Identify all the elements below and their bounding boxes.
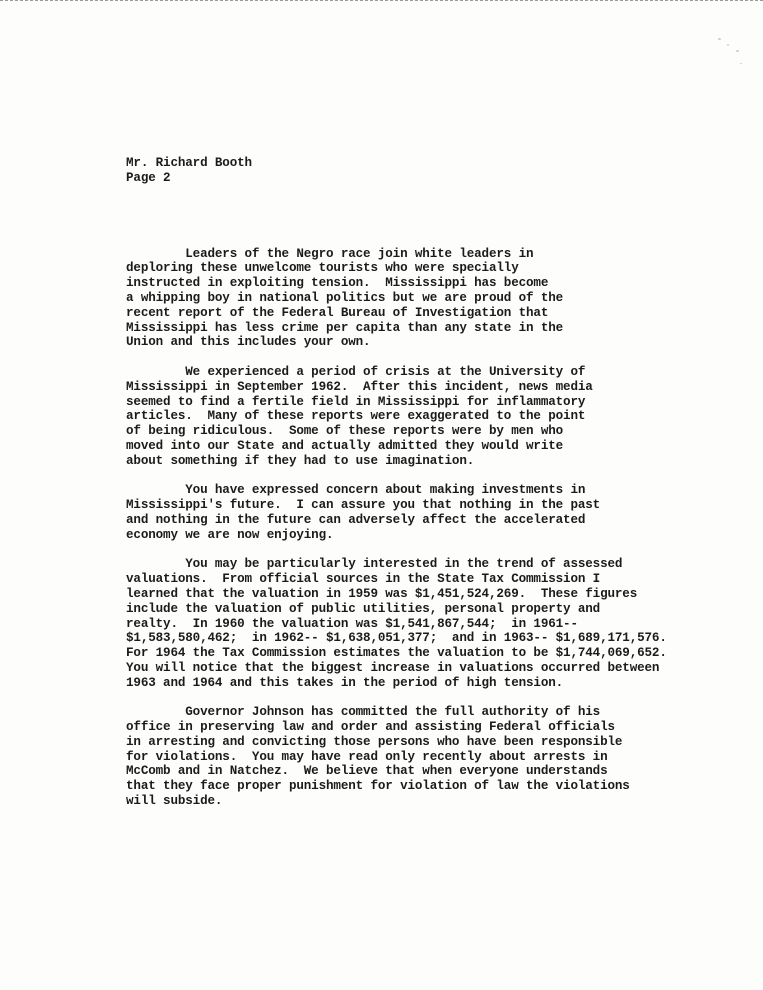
scan-artifact xyxy=(718,38,721,40)
scan-artifact xyxy=(740,63,742,64)
scan-artifact xyxy=(727,44,729,46)
paragraph-assessed-valuations: You may be particularly interested in the trend of assessed valuations. From official sources in the State Tax Commission I learned that the valuation in 1959 was $1,451,524,269. These figures include the valuation of public utilities, personal property and realty. In 1960 the valuation was $1,541,867,544; in 1961-- $1,583,580,462; in 1962-- $1,638,051,377; and in 1963-- $1,689,171,576. For 1964 the Tax Commission estimates the valuation to be $1,744,069,652. You will notice that the biggest increase in valuations occurred between 1963 and 1964 and this takes in the period of high tension. xyxy=(126,557,667,690)
letter-body xyxy=(126,156,686,809)
top-dashed-edge xyxy=(0,0,763,1)
page-number: Page 2 xyxy=(126,170,171,185)
paragraph-university-crisis: We experienced a period of crisis at the University of Mississippi in September 1962. After this incident, news media seemed to find a fertile field in Mississippi for inflammatory articles. Many of these reports were exaggerated to the point of being ridiculous. Some of these reports were by men who moved into our State and actually admitted they would write about something if they had to use imagination. xyxy=(126,364,593,468)
paragraph-tourists: Leaders of the Negro race join white leaders in deploring these unwelcome tourists who were specially instructed in exploiting tension. Mississippi has become a whipping boy in national politics but we are proud of the recent report of the Federal Bureau of Investigation that Mississippi has less crime per capita than any state in the Union and this includes your own. xyxy=(126,246,564,350)
recipient-name: Mr. Richard Booth xyxy=(126,156,252,170)
paragraph-law-and-order: Governor Johnson has committed the full authority of his office in preserving law and order and assisting Federal officials in arresting and convicting those persons who have been responsible for violations. You may have read only recently about arrests in McComb and in Natchez. We believe that when everyone understands that they face proper punishment for violation of law the violations will subside. xyxy=(126,705,630,809)
scan-artifact xyxy=(736,50,739,52)
paragraph-investments: You have expressed concern about making investments in Mississippi's future. I can assure you that nothing in the past and nothing in the future can adversely affect the accelerated economy we are now enjoying. xyxy=(126,483,601,542)
